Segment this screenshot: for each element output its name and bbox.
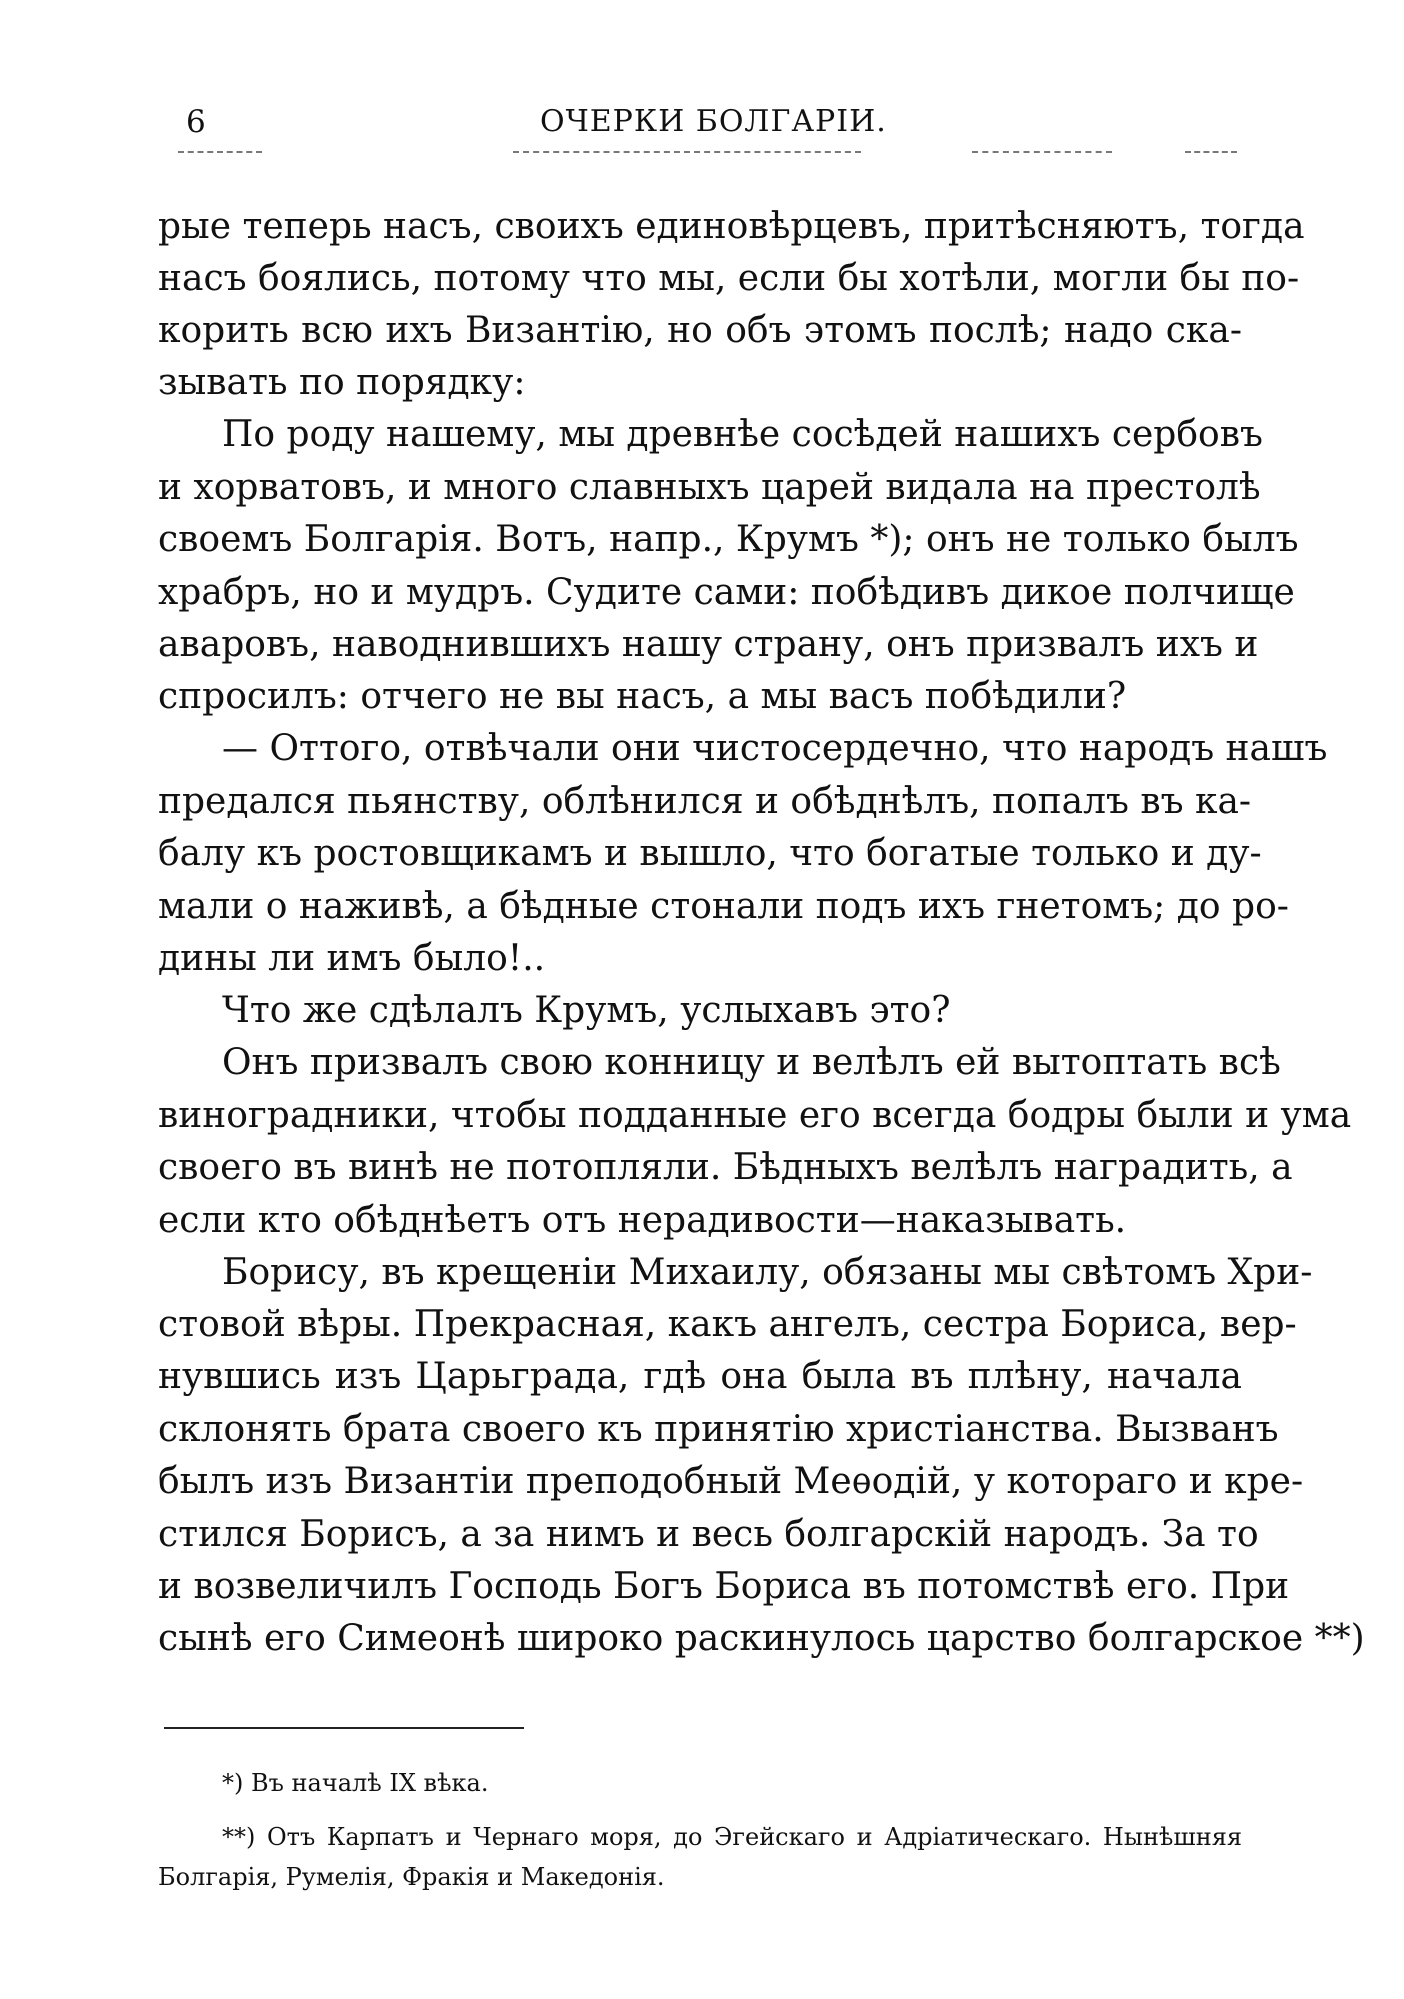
text-line: сынѣ его Симеонѣ широко раскинулось царство болгарское **)	[158, 1618, 1365, 1659]
footnote: *) Въ началѣ IX вѣка.	[222, 1769, 489, 1797]
text-line: По роду нашему, мы древнѣе сосѣдей нашихъ сербовъ	[222, 414, 1263, 455]
text-line: Что же сдѣлалъ Крумъ, услыхавъ это?	[222, 990, 951, 1031]
text-line: если кто обѣднѣетъ отъ нерадивости—наказывать.	[158, 1200, 1127, 1241]
footnote-rule	[164, 1727, 524, 1729]
header-rule	[513, 151, 861, 153]
text-line: зывать по порядку:	[158, 362, 526, 403]
text-line: нувшись изъ Царьграда, гдѣ она была въ плѣну, начала	[158, 1356, 1242, 1397]
text-line: насъ боялись, потому что мы, если бы хотѣли, могли бы по-	[158, 258, 1300, 299]
text-line: спросилъ: отчего не вы насъ, а мы васъ побѣдили?	[158, 676, 1127, 717]
text-line: стовой вѣры. Прекрасная, какъ ангелъ, сестра Бориса, вер-	[158, 1304, 1297, 1345]
text-line: дины ли имъ было!..	[158, 938, 546, 979]
text-line: корить всю ихъ Византію, но объ этомъ послѣ; надо ска-	[158, 310, 1242, 351]
footnote: Болгарія, Румелія, Фракія и Македонія.	[158, 1863, 665, 1891]
text-line: стился Борисъ, а за нимъ и весь болгарскій народъ. За то	[158, 1514, 1259, 1555]
header-rule	[178, 151, 262, 153]
text-line: храбръ, но и мудръ. Судите сами: побѣдивъ дикое полчище	[158, 572, 1295, 613]
text-line: своего въ винѣ не потопляли. Бѣдныхъ велѣлъ наградить, а	[158, 1147, 1293, 1188]
text-line: своемъ Болгарія. Вотъ, напр., Крумъ *); онъ не только былъ	[158, 519, 1299, 560]
text-line: и возвеличилъ Господь Богъ Бориса въ потомствѣ его. При	[158, 1566, 1290, 1607]
text-line: аваровъ, наводнившихъ нашу страну, онъ призвалъ ихъ и	[158, 624, 1259, 665]
text-line: — Оттого, отвѣчали они чистосердечно, что народъ нашъ	[222, 728, 1328, 769]
footnote: **) Отъ Карпатъ и Чернаго моря, до Эгейскаго и Адріатическаго. Нынѣшняя	[222, 1823, 1242, 1851]
page-number: 6	[186, 104, 206, 140]
header-rule	[972, 151, 1112, 153]
text-line: Борису, въ крещеніи Михаилу, обязаны мы свѣтомъ Хри-	[222, 1252, 1313, 1293]
text-line: балу къ ростовщикамъ и вышло, что богатые только и ду-	[158, 833, 1262, 874]
header-rule	[1185, 151, 1237, 153]
text-line: виноградники, чтобы подданные его всегда бодры были и ума	[158, 1095, 1352, 1136]
text-line: рые теперь насъ, своихъ единовѣрцевъ, притѣсняютъ, тогда	[158, 206, 1305, 247]
text-line: мали о наживѣ, а бѣдные стонали подъ ихъ гнетомъ; до ро-	[158, 886, 1289, 927]
running-title: ОЧЕРКИ БОЛГАРIИ.	[540, 104, 887, 139]
text-line: Онъ призвалъ свою конницу и велѣлъ ей вытоптать всѣ	[222, 1042, 1281, 1083]
text-line: склонять брата своего къ принятію христіанства. Вызванъ	[158, 1409, 1279, 1450]
text-line: и хорватовъ, и много славныхъ царей видала на престолѣ	[158, 467, 1261, 508]
text-line: былъ изъ Византіи преподобный Меѳодій, у котораго и кре-	[158, 1461, 1304, 1502]
text-line: предался пьянству, облѣнился и обѣднѣлъ, попалъ въ ка-	[158, 781, 1252, 822]
